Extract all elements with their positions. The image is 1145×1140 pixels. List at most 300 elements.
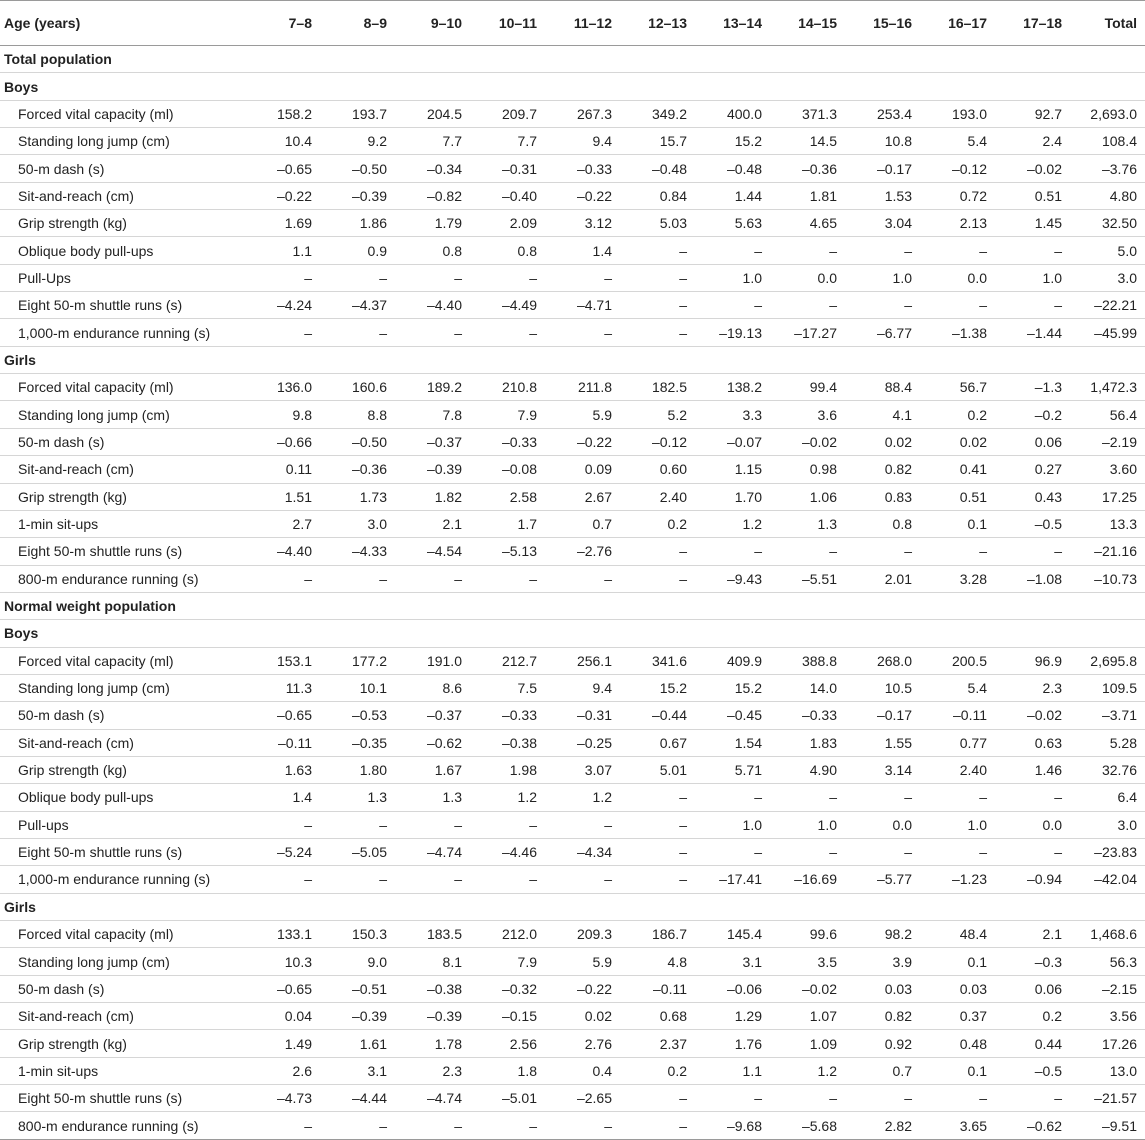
value-cell: –3.76 [1070,155,1145,182]
value-cell: –2.76 [545,538,620,565]
row-label: Standing long jump (cm) [0,128,245,155]
value-cell: 4.8 [620,948,695,975]
value-cell: – [395,565,470,592]
table-row [0,538,1145,565]
value-cell: –0.17 [845,702,920,729]
value-cell: 177.2 [320,647,395,674]
value-cell: 0.02 [545,1003,620,1030]
value-cell: –0.48 [695,155,770,182]
value-cell: – [245,565,320,592]
value-cell: –0.39 [395,1003,470,1030]
value-cell: 108.4 [1070,128,1145,155]
value-cell: 1.53 [845,182,920,209]
group-row [0,893,1145,920]
value-cell: 3.65 [920,1112,995,1139]
value-cell: 109.5 [1070,674,1145,701]
value-cell: – [620,784,695,811]
value-cell: – [695,538,770,565]
value-cell: 1.15 [695,456,770,483]
value-cell: –21.57 [1070,1085,1145,1112]
value-cell: 2.3 [995,674,1070,701]
value-cell: 0.2 [920,401,995,428]
value-cell: 88.4 [845,374,920,401]
value-cell: 5.01 [620,756,695,783]
value-cell: – [845,538,920,565]
value-cell: 56.7 [920,374,995,401]
value-cell: –4.44 [320,1085,395,1112]
value-cell: 0.8 [395,237,470,264]
value-cell: 1.0 [695,811,770,838]
value-cell: 3.0 [1070,811,1145,838]
table-row [0,1085,1145,1112]
value-cell: 267.3 [545,100,620,127]
value-cell: –1.23 [920,866,995,893]
value-cell: 0.82 [845,456,920,483]
value-cell: –0.12 [620,428,695,455]
value-cell: –22.21 [1070,292,1145,319]
value-cell: 158.2 [245,100,320,127]
value-cell: 7.9 [470,948,545,975]
value-cell: –0.37 [395,428,470,455]
value-cell: – [245,264,320,291]
value-cell: –10.73 [1070,565,1145,592]
row-label: 1,000-m endurance running (s) [0,319,245,346]
value-cell: –0.82 [395,182,470,209]
value-cell: 1.1 [245,237,320,264]
value-cell: 136.0 [245,374,320,401]
value-cell: –19.13 [695,319,770,346]
value-cell: 1.0 [995,264,1070,291]
value-cell: 48.4 [920,921,995,948]
table-row [0,565,1145,592]
value-cell: 0.2 [620,510,695,537]
value-cell: – [845,784,920,811]
value-cell: 186.7 [620,921,695,948]
value-cell: – [620,838,695,865]
value-cell: 0.0 [995,811,1070,838]
value-cell: –1.44 [995,319,1070,346]
table-row [0,292,1145,319]
value-cell: –0.62 [995,1112,1070,1139]
value-cell: 3.28 [920,565,995,592]
value-cell: – [920,292,995,319]
value-cell: – [620,292,695,319]
value-cell: 2.6 [245,1057,320,1084]
value-cell: 1.69 [245,210,320,237]
value-cell: – [245,866,320,893]
value-cell: 138.2 [695,374,770,401]
value-cell: 0.06 [995,428,1070,455]
value-cell: – [995,237,1070,264]
value-cell: –9.43 [695,565,770,592]
row-label: Sit-and-reach (cm) [0,729,245,756]
value-cell: 0.83 [845,483,920,510]
value-cell: 1.98 [470,756,545,783]
value-cell: 8.6 [395,674,470,701]
row-label: Eight 50-m shuttle runs (s) [0,838,245,865]
value-cell: 2.37 [620,1030,695,1057]
value-cell: 0.03 [920,975,995,1002]
value-cell: 212.7 [470,647,545,674]
value-cell: –16.69 [770,866,845,893]
value-cell: –4.37 [320,292,395,319]
value-cell: – [770,538,845,565]
row-label: 1-min sit-ups [0,1057,245,1084]
value-cell: 0.67 [620,729,695,756]
value-cell: 0.41 [920,456,995,483]
value-cell: 15.2 [620,674,695,701]
value-cell: 92.7 [995,100,1070,127]
row-label: 50-m dash (s) [0,975,245,1002]
value-cell: –0.17 [845,155,920,182]
header-cell-age-group: 14–15 [770,1,845,46]
value-cell: 3.1 [320,1057,395,1084]
table-row [0,784,1145,811]
table-row [0,1112,1145,1139]
table-row [0,319,1145,346]
value-cell: 8.8 [320,401,395,428]
value-cell: –0.39 [320,1003,395,1030]
value-cell: –0.22 [545,428,620,455]
value-cell: 0.7 [545,510,620,537]
value-cell: – [320,1112,395,1139]
value-cell: – [620,1112,695,1139]
row-label: Forced vital capacity (ml) [0,647,245,674]
row-label: Forced vital capacity (ml) [0,374,245,401]
header-cell-age-group: 13–14 [695,1,770,46]
value-cell: – [320,811,395,838]
value-cell: 400.0 [695,100,770,127]
value-cell: – [995,838,1070,865]
value-cell: 2.1 [395,510,470,537]
value-cell: 153.1 [245,647,320,674]
value-cell: 210.8 [470,374,545,401]
value-cell: 1,472.3 [1070,374,1145,401]
value-cell: 1.80 [320,756,395,783]
value-cell: –4.73 [245,1085,320,1112]
value-cell: 193.7 [320,100,395,127]
table-row [0,237,1145,264]
row-label: 50-m dash (s) [0,702,245,729]
value-cell: 200.5 [920,647,995,674]
value-cell: 3.04 [845,210,920,237]
row-label: Sit-and-reach (cm) [0,456,245,483]
table-row [0,510,1145,537]
value-cell: 1.78 [395,1030,470,1057]
value-cell: 10.3 [245,948,320,975]
value-cell: – [245,319,320,346]
value-cell: 1.45 [995,210,1070,237]
value-cell: 2.40 [920,756,995,783]
value-cell: 1.4 [545,237,620,264]
value-cell: –0.37 [395,702,470,729]
value-cell: 5.0 [1070,237,1145,264]
value-cell: 145.4 [695,921,770,948]
group-row [0,73,1145,100]
value-cell: – [695,292,770,319]
value-cell: – [995,784,1070,811]
value-cell: –0.22 [545,182,620,209]
group-title: Girls [0,346,1145,373]
table-row [0,483,1145,510]
value-cell: –0.40 [470,182,545,209]
value-cell: 0.63 [995,729,1070,756]
value-cell: 1.7 [470,510,545,537]
header-cell-age-group: 9–10 [395,1,470,46]
header-cell-age-group: 15–16 [845,1,920,46]
value-cell: 3.3 [695,401,770,428]
value-cell: 2.58 [470,483,545,510]
row-label: Grip strength (kg) [0,210,245,237]
value-cell: –5.13 [470,538,545,565]
header-cell-age-group: 12–13 [620,1,695,46]
value-cell: 6.4 [1070,784,1145,811]
value-cell: – [920,237,995,264]
value-cell: 5.4 [920,128,995,155]
value-cell: – [695,1085,770,1112]
value-cell: –0.65 [245,702,320,729]
table-row [0,838,1145,865]
value-cell: 1.2 [770,1057,845,1084]
value-cell: – [620,811,695,838]
value-cell: – [545,866,620,893]
value-cell: – [995,538,1070,565]
value-cell: 0.09 [545,456,620,483]
row-label: Grip strength (kg) [0,1030,245,1057]
value-cell: 209.7 [470,100,545,127]
value-cell: –0.39 [395,456,470,483]
value-cell: –0.53 [320,702,395,729]
value-cell: 0.2 [620,1057,695,1084]
value-cell: 1.79 [395,210,470,237]
value-cell: 2.1 [995,921,1070,948]
value-cell: 4.80 [1070,182,1145,209]
value-cell: 209.3 [545,921,620,948]
value-cell: 3.0 [320,510,395,537]
value-cell: –0.22 [245,182,320,209]
row-label: Standing long jump (cm) [0,674,245,701]
row-label: 1,000-m endurance running (s) [0,866,245,893]
value-cell: –0.25 [545,729,620,756]
row-label: Standing long jump (cm) [0,401,245,428]
value-cell: –4.33 [320,538,395,565]
value-cell: 14.0 [770,674,845,701]
value-cell: 0.68 [620,1003,695,1030]
value-cell: 0.1 [920,1057,995,1084]
value-cell: 211.8 [545,374,620,401]
header-row [0,1,1145,46]
value-cell: –0.65 [245,975,320,1002]
value-cell: – [320,866,395,893]
value-cell: 3.5 [770,948,845,975]
value-cell: –0.36 [320,456,395,483]
value-cell: 1.51 [245,483,320,510]
value-cell: 7.5 [470,674,545,701]
value-cell: 2.67 [545,483,620,510]
value-cell: 0.06 [995,975,1070,1002]
value-cell: – [395,1112,470,1139]
value-cell: 15.2 [695,128,770,155]
value-cell: –0.2 [995,401,1070,428]
value-cell: –2.15 [1070,975,1145,1002]
value-cell: – [545,565,620,592]
value-cell: 5.28 [1070,729,1145,756]
value-cell: 5.71 [695,756,770,783]
value-cell: – [995,292,1070,319]
value-cell: –0.39 [320,182,395,209]
value-cell: 1.0 [770,811,845,838]
value-cell: 3.9 [845,948,920,975]
value-cell: 5.9 [545,948,620,975]
row-label: Grip strength (kg) [0,483,245,510]
value-cell: 2.82 [845,1112,920,1139]
value-cell: 5.03 [620,210,695,237]
value-cell: 193.0 [920,100,995,127]
value-cell: 1,468.6 [1070,921,1145,948]
value-cell: –5.01 [470,1085,545,1112]
value-cell: –0.45 [695,702,770,729]
value-cell: 4.90 [770,756,845,783]
value-cell: 0.7 [845,1057,920,1084]
row-label: Standing long jump (cm) [0,948,245,975]
value-cell: 1.44 [695,182,770,209]
value-cell: – [920,538,995,565]
row-label: Eight 50-m shuttle runs (s) [0,292,245,319]
value-cell: 341.6 [620,647,695,674]
value-cell: 1.63 [245,756,320,783]
value-cell: 96.9 [995,647,1070,674]
table-row [0,756,1145,783]
value-cell: – [470,1112,545,1139]
value-cell: –0.50 [320,155,395,182]
value-cell: 3.1 [695,948,770,975]
value-cell: 0.37 [920,1003,995,1030]
value-cell: 0.48 [920,1030,995,1057]
value-cell: 0.27 [995,456,1070,483]
value-cell: –0.34 [395,155,470,182]
value-cell: – [320,264,395,291]
value-cell: 212.0 [470,921,545,948]
value-cell: 0.4 [545,1057,620,1084]
value-cell: – [770,838,845,865]
value-cell: – [395,264,470,291]
value-cell: 256.1 [545,647,620,674]
value-cell: 2.76 [545,1030,620,1057]
header-cell-age-group: 10–11 [470,1,545,46]
value-cell: 0.92 [845,1030,920,1057]
value-cell: –0.65 [245,155,320,182]
value-cell: –17.27 [770,319,845,346]
header-cell-age-group: 8–9 [320,1,395,46]
value-cell: 1.06 [770,483,845,510]
value-cell: 0.44 [995,1030,1070,1057]
table-row [0,921,1145,948]
row-label: 50-m dash (s) [0,428,245,455]
value-cell: – [395,866,470,893]
value-cell: 3.6 [770,401,845,428]
value-cell: 1.3 [395,784,470,811]
value-cell: – [545,1112,620,1139]
value-cell: –4.74 [395,838,470,865]
value-cell: –4.24 [245,292,320,319]
value-cell: –3.71 [1070,702,1145,729]
value-cell: –9.51 [1070,1112,1145,1139]
value-cell: 1.55 [845,729,920,756]
value-cell: 3.60 [1070,456,1145,483]
group-title: Boys [0,620,1145,647]
value-cell: –5.68 [770,1112,845,1139]
value-cell: 388.8 [770,647,845,674]
row-label: 800-m endurance running (s) [0,565,245,592]
value-cell: –5.51 [770,565,845,592]
value-cell: 371.3 [770,100,845,127]
value-cell: – [995,1085,1070,1112]
value-cell: 160.6 [320,374,395,401]
value-cell: –5.77 [845,866,920,893]
value-cell: 1.86 [320,210,395,237]
table-row [0,155,1145,182]
table-row [0,210,1145,237]
table-row [0,674,1145,701]
value-cell: 0.02 [920,428,995,455]
value-cell: 3.56 [1070,1003,1145,1030]
value-cell: 10.4 [245,128,320,155]
value-cell: – [620,565,695,592]
value-cell: –0.51 [320,975,395,1002]
value-cell: –42.04 [1070,866,1145,893]
value-cell: 2.01 [845,565,920,592]
value-cell: –0.15 [470,1003,545,1030]
value-cell: –6.77 [845,319,920,346]
value-cell: –4.40 [395,292,470,319]
value-cell: –0.07 [695,428,770,455]
table-row [0,1030,1145,1057]
value-cell: 9.2 [320,128,395,155]
value-cell: –45.99 [1070,319,1145,346]
value-cell: 2,695.8 [1070,647,1145,674]
value-cell: – [545,264,620,291]
value-cell: – [470,264,545,291]
value-cell: 1.2 [545,784,620,811]
table-row [0,1057,1145,1084]
value-cell: 182.5 [620,374,695,401]
value-cell: 15.7 [620,128,695,155]
value-cell: –0.02 [770,428,845,455]
value-cell: 32.76 [1070,756,1145,783]
table-body [0,46,1145,1140]
value-cell: –0.33 [770,702,845,729]
value-cell: 1.09 [770,1030,845,1057]
table-row [0,428,1145,455]
table-row [0,401,1145,428]
value-cell: 0.03 [845,975,920,1002]
value-cell: –5.05 [320,838,395,865]
value-cell: –0.33 [545,155,620,182]
value-cell: –0.11 [920,702,995,729]
value-cell: –4.46 [470,838,545,865]
value-cell: – [695,784,770,811]
value-cell: 1.49 [245,1030,320,1057]
value-cell: –0.5 [995,510,1070,537]
value-cell: – [845,292,920,319]
value-cell: 0.51 [995,182,1070,209]
value-cell: 10.5 [845,674,920,701]
value-cell: –1.38 [920,319,995,346]
value-cell: 0.84 [620,182,695,209]
value-cell: 9.4 [545,674,620,701]
value-cell: –1.08 [995,565,1070,592]
value-cell: 2.40 [620,483,695,510]
